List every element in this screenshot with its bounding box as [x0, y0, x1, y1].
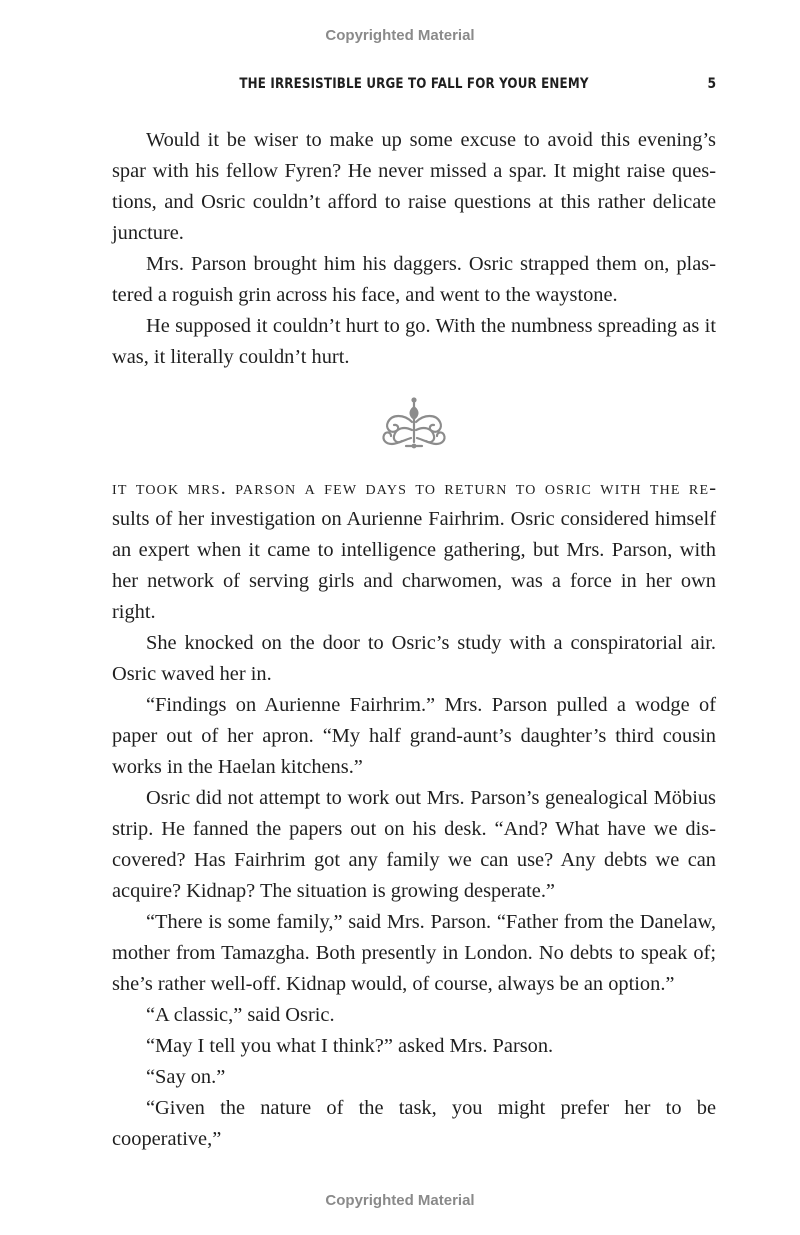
opening-paragraph-rest: sults of her investigation on Aurienne Fairhrim. Osric considered himself an expert when it came to intelligence gathering, but Mrs. Parson, with her network of serving girls and charwomen, was a force in her own right.: [112, 508, 716, 623]
paragraph: “There is some family,” said Mrs. Parson. “Father from the Danelaw, mother from Tamazgha. Both presently in London. No debts to speak of; she’s rather well-off. Kidnap would, of course, always be an option.”: [112, 911, 716, 995]
paragraph: “A classic,” said Osric.: [146, 1004, 335, 1026]
paragraph: “Given the nature of the task, you might prefer her to be cooperative,”: [112, 1097, 716, 1150]
section-2: [112, 473, 716, 1155]
small-caps-lead-in: it took mrs. parson a few days to return to osric with the re: [112, 477, 716, 499]
paragraph: “Findings on Aurienne Fairhrim.” Mrs. Parson pulled a wodge of paper out of her apron. “My half grand-aunt’s daughter’s third cousin works in the Haelan kitchens.”: [112, 694, 716, 778]
copyright-watermark-bottom: Copyrighted Material: [325, 1192, 475, 1209]
paragraph: She knocked on the door to Osric’s study with a conspiratorial air. Osric waved her in.: [112, 632, 716, 685]
section-1: [112, 125, 716, 373]
page-number: 5: [707, 76, 716, 92]
fleuron-ornament-icon: [378, 396, 450, 450]
paragraph: Mrs. Parson brought him his daggers. Osric strapped them on, plastered a roguish grin across his face, and went to the waystone.: [112, 253, 716, 306]
running-title: THE IRRESISTIBLE URGE TO FALL FOR YOUR ENEMY: [239, 76, 589, 92]
paragraph: Osric did not attempt to work out Mrs. Parson’s genealogical Möbius strip. He fanned the papers out on his desk. “And? What have we discovered? Has Fairhrim got any family we can use? Any debts we can acquire? Kidnap? The situation is growing desperate.”: [112, 787, 716, 902]
copyright-watermark-top: Copyrighted Material: [325, 27, 475, 44]
running-head: [112, 76, 716, 98]
paragraph: He supposed it couldn’t hurt to go. With the numbness spreading as it was, it literally couldn’t hurt.: [112, 315, 716, 368]
paragraph: “May I tell you what I think?” asked Mrs. Parson.: [146, 1035, 554, 1057]
paragraph: Would it be wiser to make up some excuse to avoid this evening’s spar with his fellow Fyren? He never missed a spar. It might raise questions, and Osric couldn’t afford to raise questions at this rather delicate juncture.: [112, 129, 716, 244]
section-opening-paragraph: [112, 473, 716, 628]
paragraph: “Say on.”: [146, 1066, 226, 1088]
